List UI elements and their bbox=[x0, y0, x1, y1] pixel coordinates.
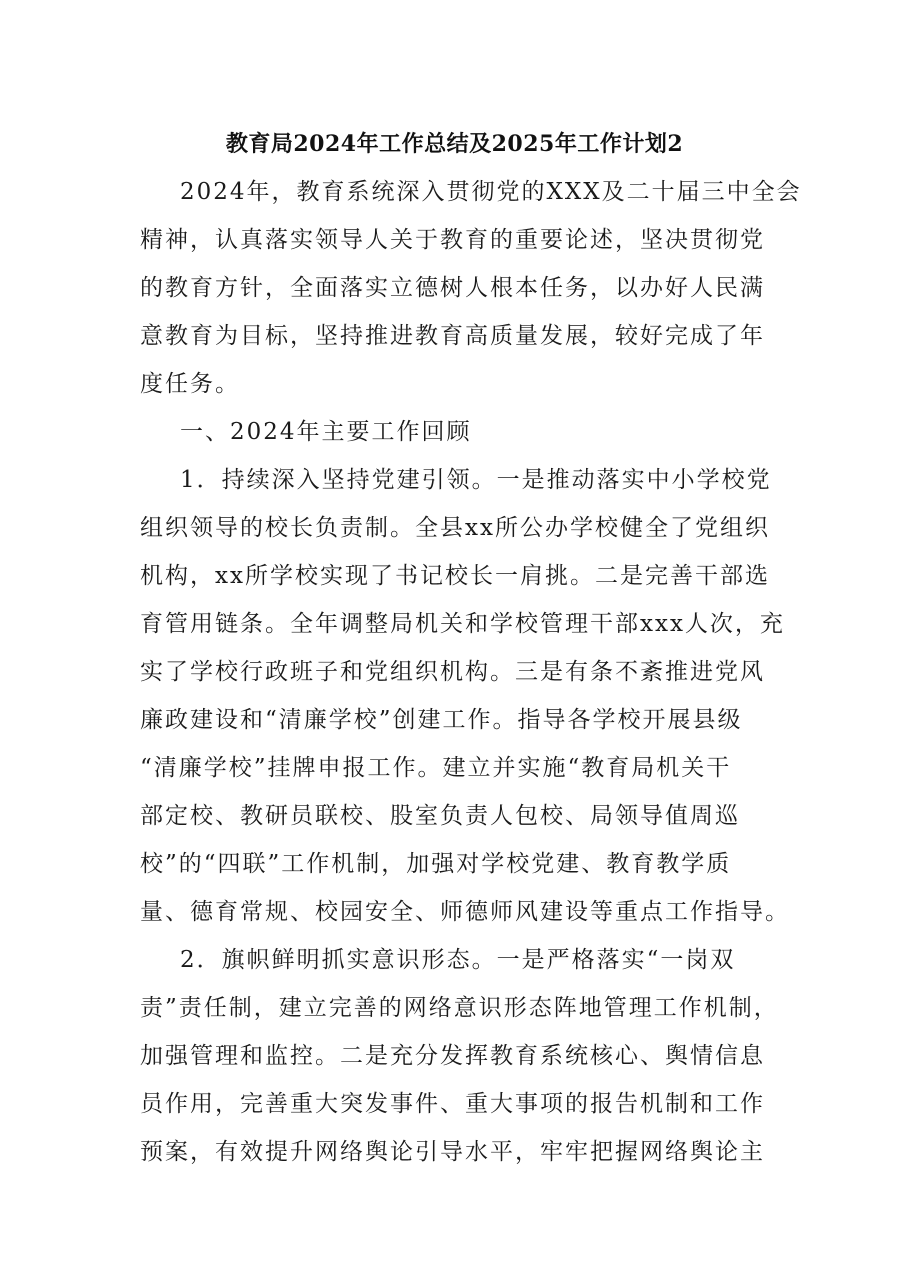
paragraph-line: 度任务。 bbox=[140, 371, 240, 397]
paragraph-line: 预案，有效提升网络舆论引导水平，牢牢把握网络舆论主 bbox=[140, 1139, 765, 1165]
document-body bbox=[140, 168, 802, 1176]
paragraph-line: 量、德育常规、校园安全、师德师风建设等重点工作指导。 bbox=[140, 899, 790, 925]
paragraph-line: 组织领导的校长负责制。全县xx所公办学校健全了党组织 bbox=[140, 515, 770, 541]
paragraph-line: 实了学校行政班子和党组织机构。三是有条不紊推进党风 bbox=[140, 659, 765, 685]
paragraph-line: 精神，认真落实领导人关于教育的重要论述，坚决贯彻党 bbox=[140, 227, 765, 253]
paragraph-line: 校”的“四联”工作机制，加强对学校党建、教育教学质 bbox=[140, 851, 732, 877]
paragraph-line: 责”责任制，建立完善的网络意识形态阵地管理工作机制， bbox=[140, 995, 779, 1021]
paragraph-line: “清廉学校”挂牌申报工作。建立并实施“教育局机关干 bbox=[140, 755, 732, 781]
document-title: 教育局2024年工作总结及2025年工作计划2 bbox=[225, 131, 684, 157]
paragraph-line: 2．旗帜鲜明抓实意识形态。一是严格落实“一岗双 bbox=[180, 947, 736, 973]
paragraph-line: 部定校、教研员联校、股室负责人包校、局领导值周巡 bbox=[140, 803, 740, 829]
paragraph-line: 的教育方针，全面落实立德树人根本任务，以办好人民满 bbox=[140, 275, 765, 301]
paragraph-line: 意教育为目标，坚持推进教育高质量发展，较好完成了年 bbox=[140, 323, 765, 349]
paragraph-line: 1．持续深入坚持党建引领。一是推动落实中小学校党 bbox=[180, 467, 772, 493]
paragraph-line: 员作用，完善重大突发事件、重大事项的报告机制和工作 bbox=[140, 1091, 765, 1117]
section-heading: 一、2024年主要工作回顾 bbox=[180, 419, 472, 445]
paragraph-line: 廉政建设和“清廉学校”创建工作。指导各学校开展县级 bbox=[140, 707, 743, 733]
paragraph-line: 加强管理和监控。二是充分发挥教育系统核心、舆情信息 bbox=[140, 1043, 765, 1069]
paragraph-line: 2024年，教育系统深入贯彻党的XXX及二十届三中全会 bbox=[180, 179, 802, 205]
paragraph-line: 育管用链条。全年调整局机关和学校管理干部xxx人次，充 bbox=[140, 611, 785, 637]
paragraph-line: 机构，xx所学校实现了书记校长一肩挑。二是完善干部选 bbox=[140, 563, 770, 589]
